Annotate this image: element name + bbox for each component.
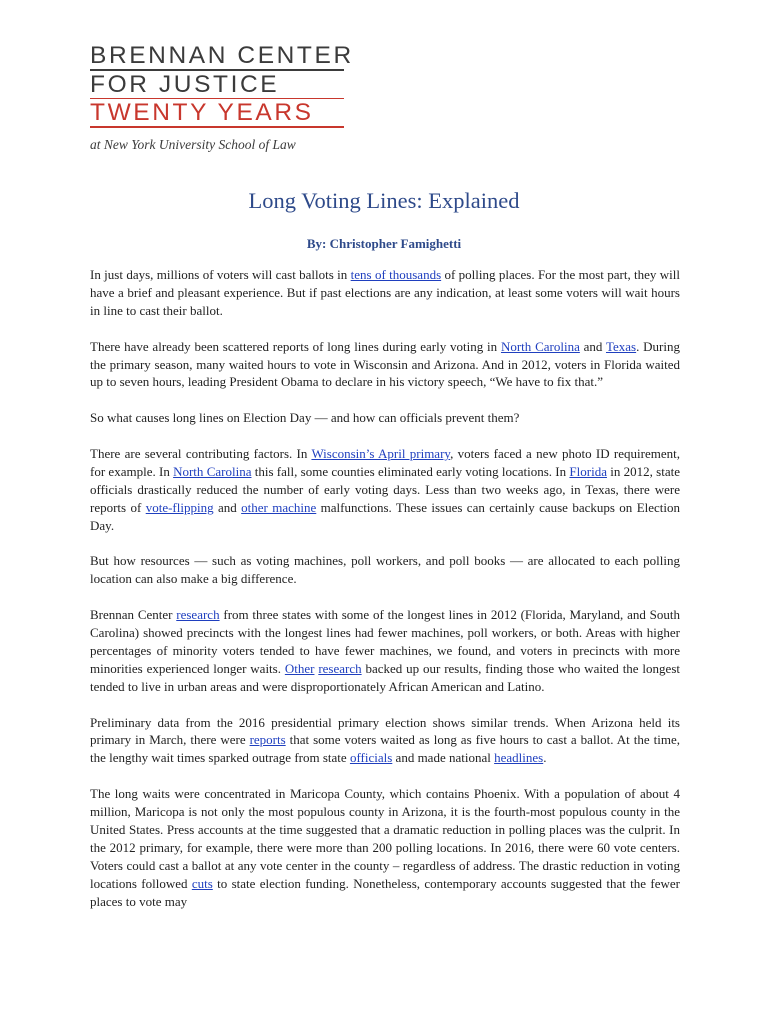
text: .	[543, 750, 547, 766]
link-tens-of-thousands[interactable]: tens of thousands	[350, 267, 442, 282]
link-north-carolina-2[interactable]: North Carolina	[173, 463, 252, 479]
paragraph-2	[90, 338, 680, 392]
logo-subtitle: at New York University School of Law	[90, 136, 296, 152]
link-north-carolina[interactable]: North Carolina	[500, 338, 580, 354]
paragraph-1	[90, 266, 680, 320]
logo-line-3: TWENTY YEARS	[90, 99, 314, 126]
link-headlines[interactable]: headlines	[494, 750, 544, 766]
link-vote-flipping[interactable]: vote-flipping	[145, 499, 214, 515]
logo-divider-red	[90, 126, 344, 128]
text: to state election funding. Nonetheless, contemporary accounts suggested that the fewer places to vote may	[90, 875, 680, 909]
text: , voters faced a new photo ID requirement, for example. In	[90, 446, 680, 479]
logo-line-2: FOR JUSTICE	[90, 70, 280, 98]
text: and	[213, 499, 242, 515]
text: and made national	[392, 750, 495, 766]
text: from three states with some of the longest lines in 2012 (Florida, Maryland, and South Carolina) showed precincts with the longest lines had fewer machines, poll workers, or both. Areas with higher percentages of minority voters tended to have fewer machines, we found, and voters in precincts with more minorities experienced longer waits.	[90, 607, 680, 676]
article-byline: By: Christopher Famighetti	[306, 236, 462, 251]
logo-line-1: BRENNAN CENTER	[90, 42, 354, 69]
article-title: Long Voting Lines: Explained	[248, 188, 520, 213]
text: of polling places. For the most part, they will have a brief and pleasant experience. But if past elections are any indication, at least some voters will wait hours in line to cast their ballot.	[90, 267, 681, 318]
text: and	[579, 338, 606, 354]
paragraph-8	[90, 785, 680, 910]
text: . During the primary season, many waited hours to vote in Wisconsin and Arizona. And in 2012, voters in Florida waited up to seven hours, leading President Obama to declare in his victory speech, “We have to fix that.”	[90, 338, 680, 390]
link-other[interactable]: Other	[284, 660, 315, 676]
text: Brennan Center	[90, 607, 177, 623]
text: Preliminary data from the 2016 presidential primary election shows similar trends. When Arizona held its primary in March, there were	[90, 714, 680, 748]
paragraph-3: So what causes long lines on Election Day — and how can officials prevent them?	[90, 410, 520, 426]
text: malfunctions. These issues can certainly cause backups on Election Day.	[90, 499, 681, 533]
text: In just days, millions of voters will cast ballots in	[90, 267, 351, 282]
text: The long waits were concentrated in Maricopa County, which contains Phoenix. With a population of about 4 million, Maricopa is not only the most populous county in Arizona, it is the fourth-most populous county in the United States. Press accounts at the time suggested that a dramatic reduction in polling places was the culprit. In the 2012 primary, for example, there were more than 200 polling locations. In 2016, there were 60 vote centers. Voters could cast a ballot at any vote center in the county – regardless of address. The drastic reduction in voting locations followed	[90, 786, 680, 891]
link-officials[interactable]: officials	[349, 750, 393, 766]
text: backed up our results, finding those who waited the longest tended to live in urban areas and were disproportionately African American and Latino.	[90, 660, 680, 694]
paragraph-6	[90, 606, 680, 696]
article-body	[90, 266, 680, 928]
text: There are several contributing factors. In	[90, 446, 312, 462]
link-wisconsin-april-primary[interactable]: Wisconsin’s April primary	[311, 446, 451, 462]
text: that some voters waited as long as five hours to cast a ballot. At the time, the lengthy wait times sparked outrage from state	[90, 732, 680, 766]
link-other-machine[interactable]: other machine	[241, 499, 317, 515]
brennan-center-logo[interactable]	[90, 42, 354, 153]
link-texas[interactable]: Texas	[605, 338, 637, 354]
link-research-2[interactable]: research	[318, 660, 362, 676]
link-research[interactable]: research	[176, 607, 220, 623]
link-reports[interactable]: reports	[249, 732, 286, 748]
link-florida[interactable]: Florida	[569, 463, 607, 479]
link-cuts[interactable]: cuts	[191, 875, 213, 891]
paragraph-4	[90, 445, 680, 535]
paragraph-5: But how resources — such as voting machines, poll workers, and poll books — are allocated to each polling location can also make a big difference.	[90, 553, 680, 587]
paragraph-7	[90, 714, 680, 768]
text: this fall, some counties eliminated early voting locations. In	[251, 463, 570, 479]
text: in 2012, state officials drastically reduced the number of early voting days. Less than two weeks ago, in Texas, there were reports of	[90, 463, 680, 515]
text: There have already been scattered reports of long lines during early voting in	[90, 338, 501, 354]
